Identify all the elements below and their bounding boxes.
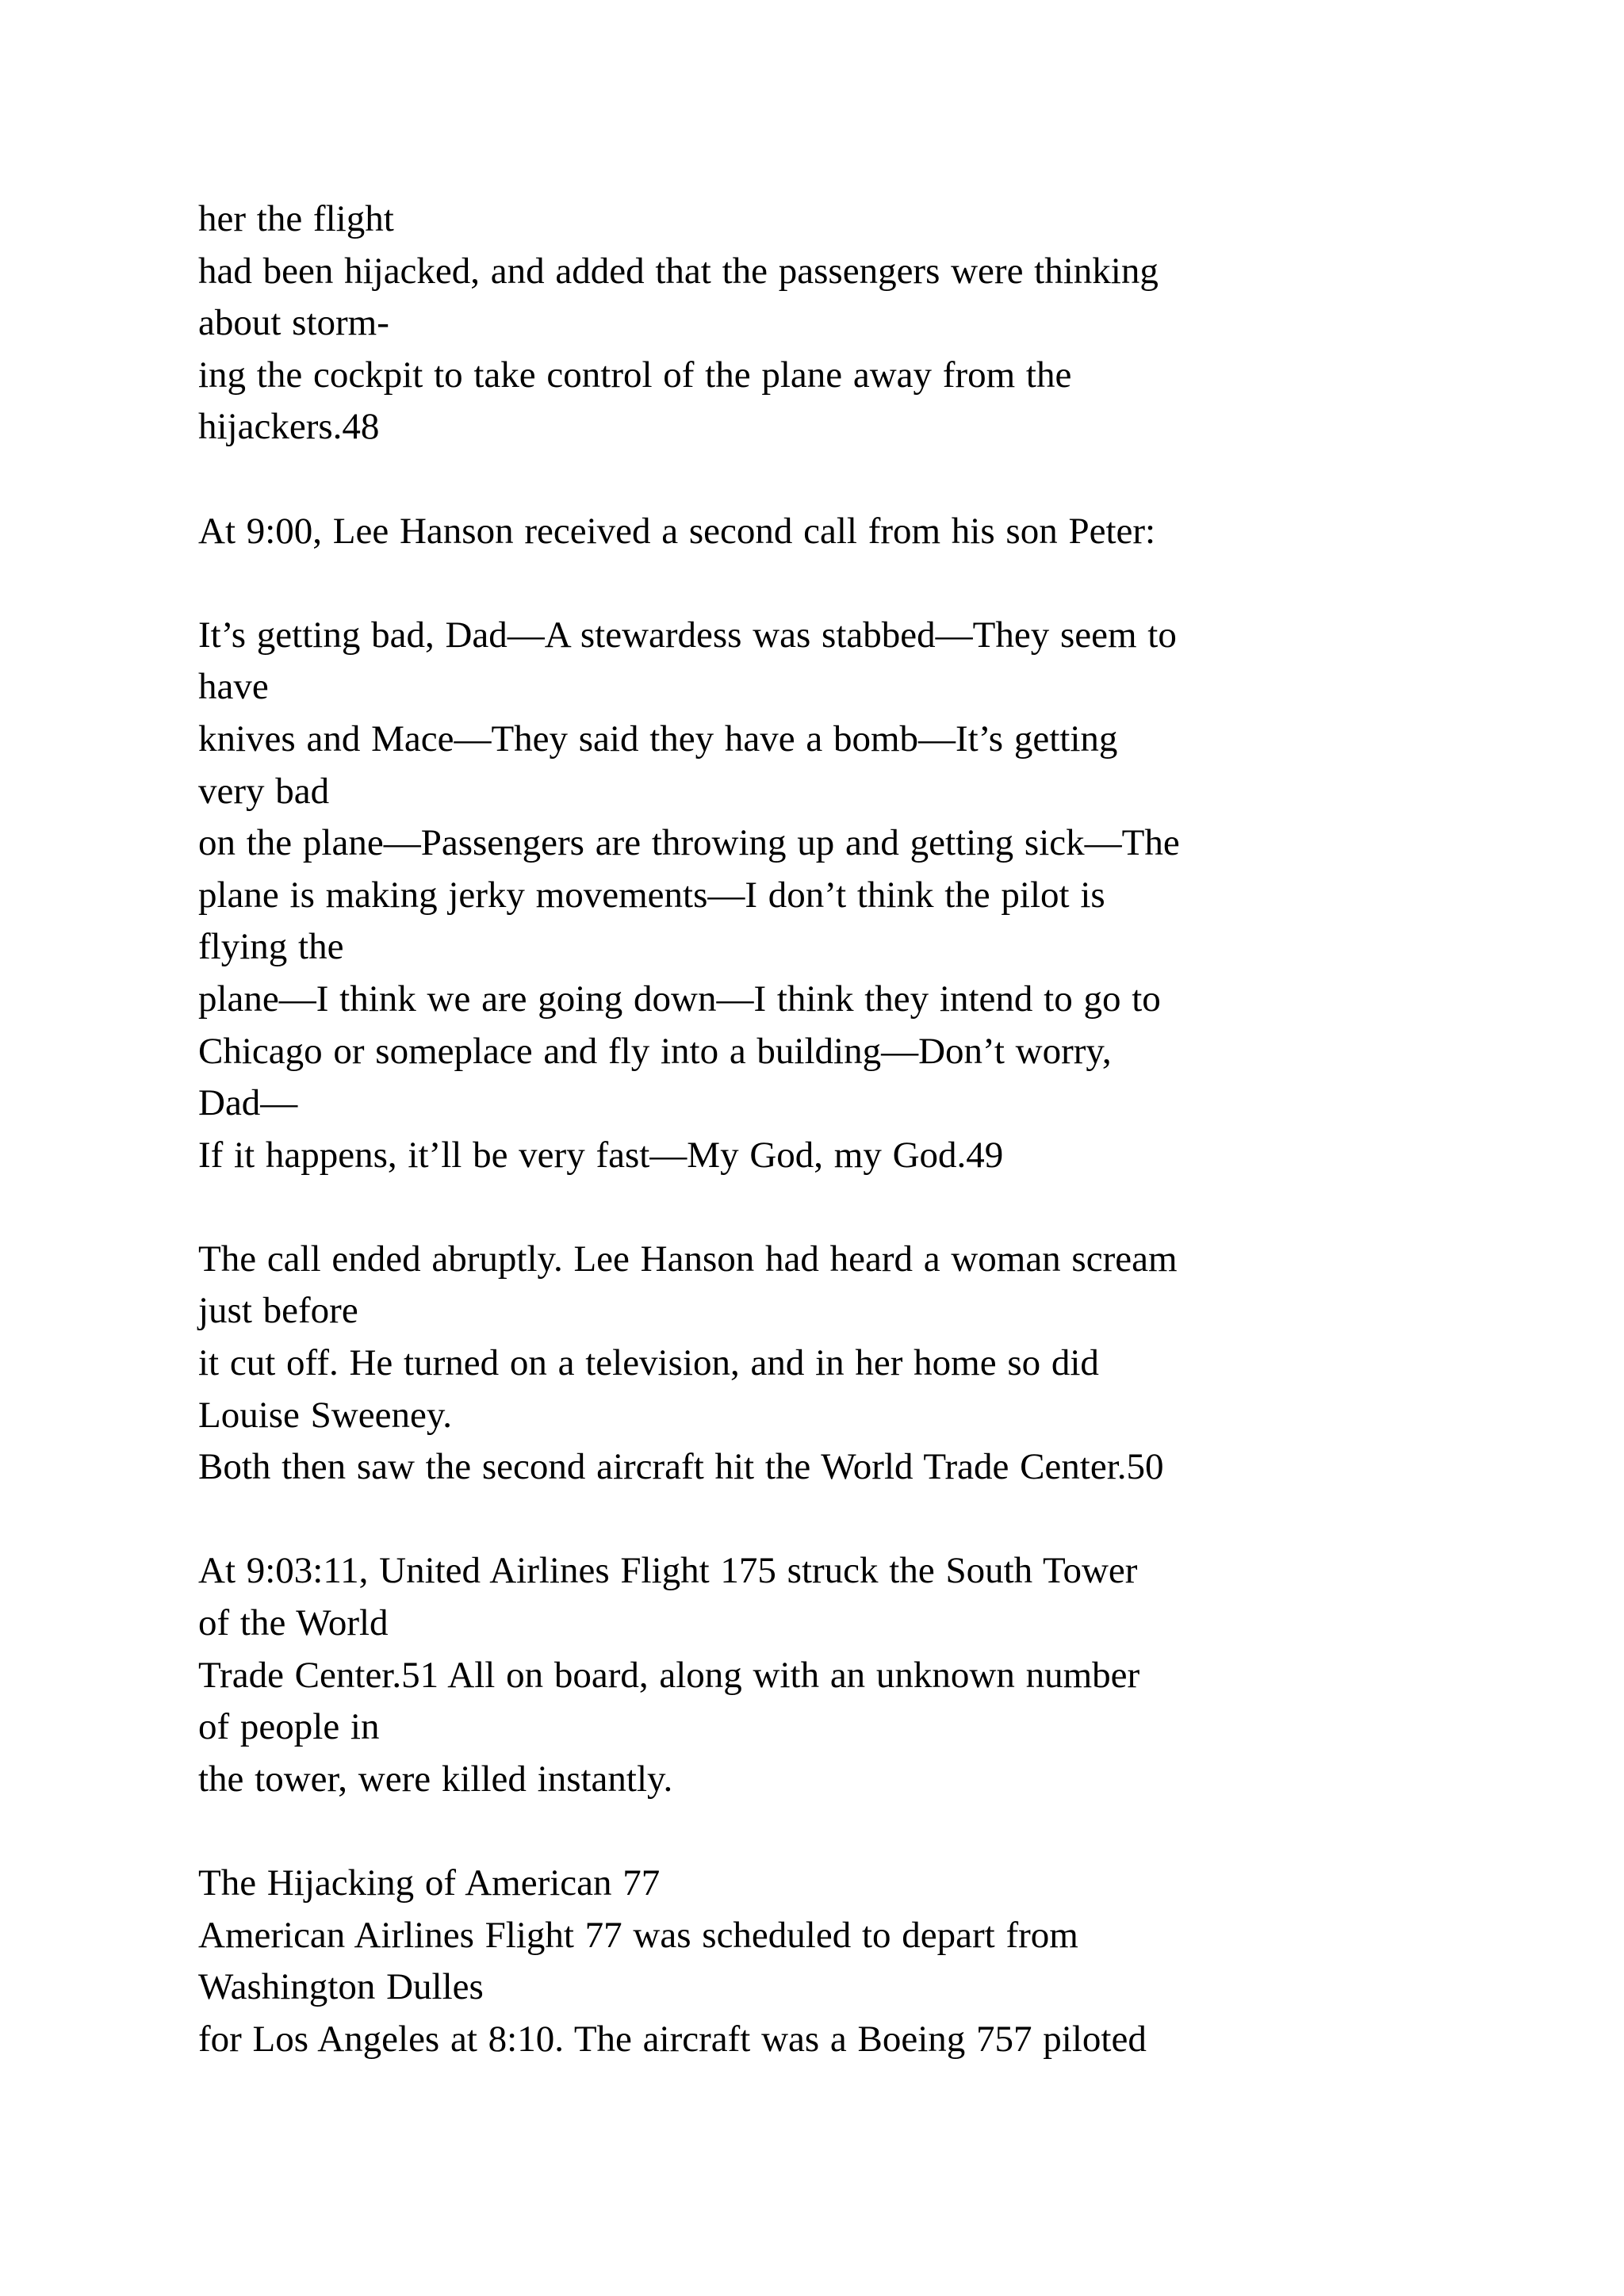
- text-line: the tower, were killed instantly.: [198, 1758, 673, 1800]
- text-line: flying the: [198, 926, 344, 968]
- text-line: of people in: [198, 1706, 380, 1748]
- text-line: her the flight: [198, 198, 394, 239]
- text-line: It’s getting bad, Dad—A stewardess was stabbed—They seem to: [198, 614, 1177, 656]
- text-line: it cut off. He turned on a television, and in her home so did: [198, 1342, 1099, 1384]
- paragraph-break: [198, 1181, 1499, 1234]
- text-line: At 9:03:11, United Airlines Flight 175 struck the South Tower: [198, 1550, 1138, 1592]
- text-line: The call ended abruptly. Lee Hanson had heard a woman scream: [198, 1238, 1178, 1280]
- text-line: plane is making jerky movements—I don’t think the pilot is: [198, 874, 1105, 916]
- text-line: Washington Dulles: [198, 1966, 484, 2008]
- text-line: had been hijacked, and added that the passengers were thinking: [198, 250, 1159, 292]
- text-line: have: [198, 666, 269, 708]
- text-line: If it happens, it’ll be very fast—My God, my God.49: [198, 1134, 1004, 1176]
- text-line: for Los Angeles at 8:10. The aircraft was a Boeing 757 piloted: [198, 2018, 1147, 2060]
- text-line: very bad: [198, 770, 330, 812]
- text-line: on the plane—Passengers are throwing up and getting sick—The: [198, 822, 1180, 864]
- text-line: At 9:00, Lee Hanson received a second call from his son Peter:: [198, 510, 1156, 552]
- text-line: just before: [198, 1290, 358, 1332]
- text-line: knives and Mace—They said they have a bomb—It’s getting: [198, 718, 1118, 760]
- text-line: of the World: [198, 1602, 389, 1644]
- paragraph-break: [198, 453, 1499, 506]
- text-line: plane—I think we are going down—I think they intend to go to: [198, 978, 1161, 1020]
- text-line: Trade Center.51 All on board, along with an unknown number: [198, 1654, 1140, 1696]
- text-line: hijackers.48: [198, 406, 380, 448]
- text-line: The Hijacking of American 77: [198, 1862, 661, 1904]
- paragraph-break: [198, 557, 1499, 610]
- text-line: Dad—: [198, 1082, 298, 1124]
- text-line: Both then saw the second aircraft hit the World Trade Center.50: [198, 1446, 1164, 1488]
- text-line: American Airlines Flight 77 was scheduled to depart from: [198, 1914, 1078, 1956]
- document-body: [198, 193, 1499, 2065]
- text-line: Chicago or someplace and fly into a building—Don’t worry,: [198, 1030, 1112, 1072]
- paragraph-break: [198, 1805, 1499, 1858]
- text-line: about storm-: [198, 302, 389, 344]
- paragraph-break: [198, 1494, 1499, 1546]
- text-line: ing the cockpit to take control of the plane away from the: [198, 354, 1072, 396]
- text-line: Louise Sweeney.: [198, 1394, 453, 1436]
